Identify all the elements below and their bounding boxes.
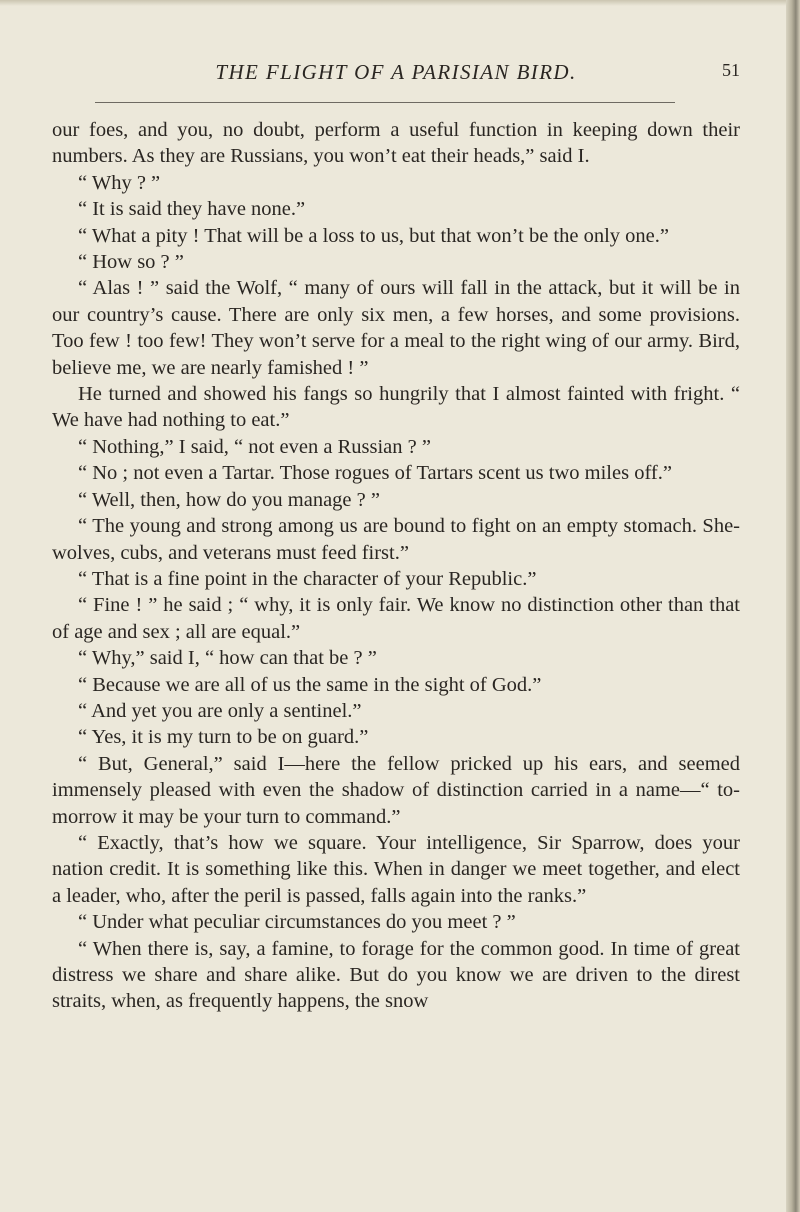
- paragraph: “ No ; not even a Tartar. Those rogues of Tartars scent us two miles off.”: [78, 462, 672, 485]
- page-number: 51: [722, 60, 740, 80]
- paragraph: “ And yet you are only a sentinel.”: [78, 699, 362, 722]
- header-rule: [95, 102, 675, 103]
- paragraph: “ Fine ! ” he said ; “ why, it is only fair. We know no distinction other than that of age and sex ; all are equal.”: [52, 594, 740, 643]
- paragraph: “ When there is, say, a famine, to forage for the common good. In time of great distress we share and share alike. But do you know we are driven to the direst straits, when, as frequently happens, the snow: [52, 937, 740, 1013]
- paragraph: “ Exactly, that’s how we square. Your intelligence, Sir Sparrow, does your nation credit. It is something like this. When in danger we meet together, and elect a leader, who, after the peril is passed, falls again into the ranks.”: [52, 831, 740, 907]
- paragraph: “ Nothing,” I said, “ not even a Russian ? ”: [78, 435, 431, 458]
- paragraph: “ Why ? ”: [78, 171, 161, 194]
- paragraph: “ Yes, it is my turn to be on guard.”: [78, 726, 369, 749]
- page-right-edge: [786, 0, 800, 1212]
- paragraph: “ It is said they have none.”: [78, 198, 306, 221]
- paragraph: “ What a pity ! That will be a loss to us, but that won’t be the only one.”: [78, 224, 669, 247]
- paragraph: “ Under what peculiar circumstances do you meet ? ”: [78, 911, 516, 934]
- paragraph: “ Alas ! ” said the Wolf, “ many of ours will fall in the attack, but it will be in our country’s cause. There are only six men, a few horses, and some provisions. Too few ! too few! They won’t serve for a meal to the right wing of our army. Bird, believe me, we are nearly famished ! ”: [52, 277, 740, 379]
- paragraph: “ That is a fine point in the character of your Republic.”: [78, 567, 537, 590]
- page-top-edge: [0, 0, 800, 6]
- paragraph: “ But, General,” said I—here the fellow pricked up his ears, and seemed immensely pleased with even the shadow of distinction carried in a name—“ to-morrow it may be your turn to command.”: [52, 752, 740, 828]
- running-title: THE FLIGHT OF A PARISIAN BIRD.: [215, 60, 577, 84]
- page-header: [52, 60, 740, 96]
- paragraph: “ Because we are all of us the same in the sight of God.”: [78, 673, 542, 696]
- body-text: [52, 117, 740, 1015]
- paragraph: He turned and showed his fangs so hungrily that I almost fainted with fright. “ We have had nothing to eat.”: [52, 383, 740, 432]
- paragraph: “ How so ? ”: [78, 251, 184, 274]
- paragraph: “ The young and strong among us are bound to fight on an empty stomach. She-wolves, cubs, and veterans must feed first.”: [52, 515, 740, 564]
- paragraph: “ Well, then, how do you manage ? ”: [78, 488, 380, 511]
- paragraph: our foes, and you, no doubt, perform a useful function in keeping down their numbers. As they are Russians, you won’t eat their heads,” said I.: [52, 119, 740, 168]
- paragraph: “ Why,” said I, “ how can that be ? ”: [78, 647, 377, 670]
